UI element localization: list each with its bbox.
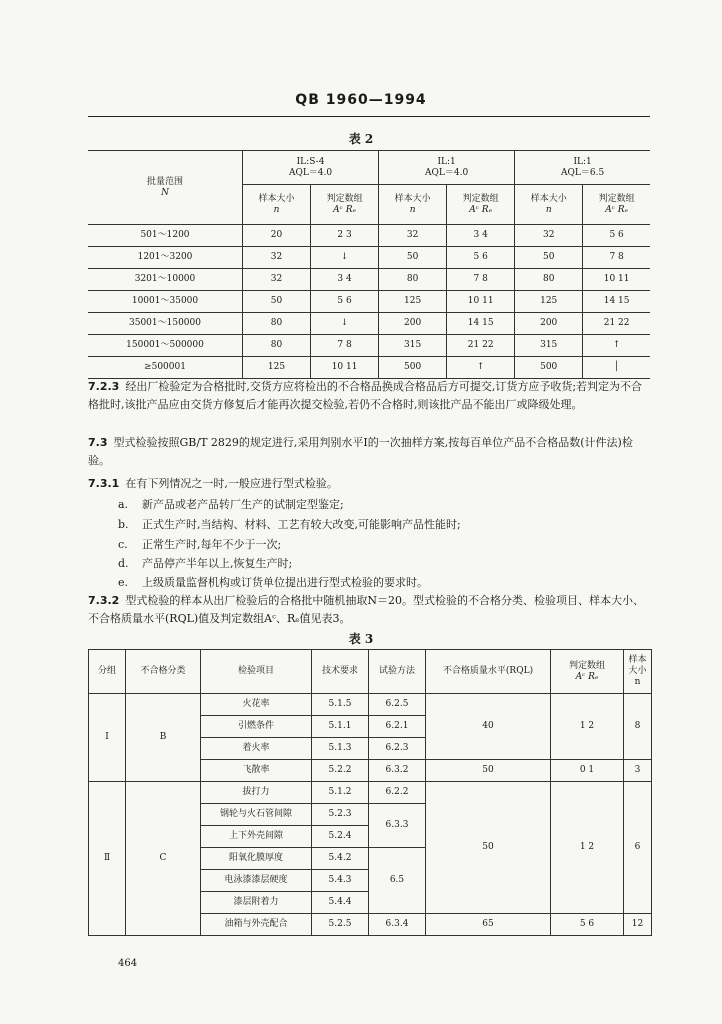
- t2-group3-aql: AQL＝6.5: [561, 167, 605, 178]
- t3-req: 5.1.2: [312, 782, 369, 804]
- t3-req: 5.1.5: [312, 694, 369, 716]
- section-number: 7.3.1: [88, 477, 120, 490]
- list-item-text: 正常生产时,每年不少于一次;: [142, 538, 282, 551]
- t3-method: 6.3.2: [369, 760, 426, 782]
- t3-sample: 12: [624, 914, 652, 936]
- t2-cell: 32: [515, 225, 583, 247]
- t3-judge: 1 2: [551, 782, 624, 914]
- t2-cell: 2 3: [311, 225, 379, 247]
- t3-item: 火花率: [201, 694, 312, 716]
- t2-cell: ↓: [311, 313, 379, 335]
- t2-sample-header-1: [243, 185, 311, 225]
- t3-req: 5.4.4: [312, 892, 369, 914]
- t3-method: 6.2.3: [369, 738, 426, 760]
- t3-item: 引燃条件: [201, 716, 312, 738]
- t2-range: 35001～150000: [88, 313, 243, 335]
- t3-req: 5.4.3: [312, 870, 369, 892]
- t3-rql: 65: [426, 914, 551, 936]
- t2-cell: ↑: [447, 357, 515, 379]
- t2-judge-label: 判定数组: [462, 193, 499, 204]
- section-number: 7.3.2: [88, 594, 120, 607]
- table-row: [88, 357, 650, 379]
- list-item-text: 正式生产时,当结构、材料、工艺有较大改变,可能影响产品性能时;: [142, 518, 461, 531]
- t2-cell: ↓: [311, 247, 379, 269]
- t3-method: 6.2.2: [369, 782, 426, 804]
- t2-range: 1201～3200: [88, 247, 243, 269]
- section-7-3: [88, 434, 650, 470]
- table-row: [88, 247, 650, 269]
- t2-judge-sym: Aᶜ Rₑ: [469, 204, 493, 215]
- t2-sample-label: 样本大小: [394, 193, 431, 204]
- table-row: [88, 313, 650, 335]
- t2-cell: 32: [243, 247, 311, 269]
- t2-cell: 7 8: [583, 247, 650, 269]
- t2-group2-aql: AQL＝4.0: [425, 167, 469, 178]
- list-item: [118, 555, 648, 573]
- t3-req: 5.4.2: [312, 848, 369, 870]
- t3-item: 阳氧化膜厚度: [201, 848, 312, 870]
- list-item-text: 上级质量监督机构或订货单位提出进行型式检验的要求时。: [142, 576, 428, 589]
- t2-group3-header: [515, 151, 650, 185]
- t3-req: 5.1.3: [312, 738, 369, 760]
- section-number: 7.3: [88, 436, 108, 449]
- t2-sample-label: 样本大小: [258, 193, 295, 204]
- t3-judge: 0 1: [551, 760, 624, 782]
- table2-caption: 表 2: [348, 132, 374, 146]
- section-text: 型式检验按照GB/T 2829的规定进行,采用判别水平Ⅰ的一次抽样方案,按每百单位产品不合格品数(计件法)检验。: [88, 436, 633, 467]
- t2-cell: 80: [243, 313, 311, 335]
- t2-group1-header: [243, 151, 379, 185]
- t3-item: 拔打力: [201, 782, 312, 804]
- t2-range: 501～1200: [88, 225, 243, 247]
- t3-class-b: B: [126, 694, 201, 782]
- table-row: [88, 335, 650, 357]
- t3-item: 上下外壳间隙: [201, 826, 312, 848]
- t2-cell: 200: [515, 313, 583, 335]
- section-text: 型式检验的样本从出厂检验后的合格批中随机抽取N＝20。型式检验的不合格分类、检验项目、样本大小、不合格质量水平(RQL)值及判定数组Aᶜ、Rₑ值见表3。: [88, 594, 644, 625]
- t3-method: 6.2.1: [369, 716, 426, 738]
- t3-header-judge: [551, 650, 624, 694]
- t2-cell: 80: [515, 269, 583, 291]
- t3-req: 5.2.2: [312, 760, 369, 782]
- table3: [88, 649, 652, 936]
- t3-req: 5.2.5: [312, 914, 369, 936]
- t2-cell: 14 15: [583, 291, 650, 313]
- t3-method: 6.5: [369, 848, 426, 914]
- t3-header-sample: 样本大小 n: [624, 650, 652, 694]
- table-row: [89, 782, 652, 804]
- list-item-label: b.: [118, 518, 129, 531]
- t3-header-item: 检验项目: [201, 650, 312, 694]
- t3-item: 漆层附着力: [201, 892, 312, 914]
- t2-range: 3201～10000: [88, 269, 243, 291]
- section-7-3-2: [88, 592, 650, 628]
- t2-cell: 20: [243, 225, 311, 247]
- t2-batch-label: 批量范围: [146, 176, 183, 187]
- t3-header-rql: 不合格质量水平(RQL): [426, 650, 551, 694]
- t3-item: 油箱与外壳配合: [201, 914, 312, 936]
- t2-judge-label: 判定数组: [326, 193, 363, 204]
- table-row: [88, 269, 650, 291]
- t3-header-method: 试验方法: [369, 650, 426, 694]
- header-rule: [88, 116, 650, 117]
- t2-batch-header: [88, 151, 243, 225]
- t2-cell: 5 6: [583, 225, 650, 247]
- list-item: [118, 574, 648, 592]
- section-text: 在有下列情况之一时,一般应进行型式检验。: [125, 477, 338, 490]
- list-item-label: a.: [118, 498, 129, 511]
- t2-range: 150001～500000: [88, 335, 243, 357]
- t2-cell: 80: [379, 269, 447, 291]
- t2-cell: 125: [243, 357, 311, 379]
- t2-cell: 21 22: [447, 335, 515, 357]
- t2-sample-sym: n: [545, 204, 552, 215]
- t2-group2-header: [379, 151, 515, 185]
- t3-item: 着火率: [201, 738, 312, 760]
- t3-req: 5.2.4: [312, 826, 369, 848]
- t2-cell: 10 11: [311, 357, 379, 379]
- t3-judge-label: 判定数组: [568, 660, 605, 671]
- t2-judge-header-3: [583, 185, 650, 225]
- t3-rql: 50: [426, 782, 551, 914]
- t2-cell: 32: [243, 269, 311, 291]
- t2-cell: 10 11: [583, 269, 650, 291]
- t3-rql: 50: [426, 760, 551, 782]
- list-item-label: d.: [118, 557, 129, 570]
- t2-cell: │: [583, 357, 650, 379]
- t2-cell: 3 4: [447, 225, 515, 247]
- list-item-text: 产品停产半年以上,恢复生产时;: [142, 557, 293, 570]
- table-row: [89, 694, 652, 716]
- t2-judge-label: 判定数组: [598, 193, 635, 204]
- list-item-text: 新产品或老产品转厂生产的试制定型鉴定;: [142, 498, 344, 511]
- table3-caption: 表 3: [348, 632, 374, 646]
- table-row: [88, 291, 650, 313]
- table2: [88, 150, 650, 379]
- t2-cell: 14 15: [447, 313, 515, 335]
- t3-judge: 5 6: [551, 914, 624, 936]
- section-7-2-3: [88, 378, 650, 414]
- t3-method: 6.3.4: [369, 914, 426, 936]
- t2-judge-header-1: [311, 185, 379, 225]
- t3-header-req: 技术要求: [312, 650, 369, 694]
- t3-item: 钢轮与火石管间隙: [201, 804, 312, 826]
- table-row: [88, 225, 650, 247]
- t2-sample-header-2: [379, 185, 447, 225]
- t2-cell: 80: [243, 335, 311, 357]
- t2-cell: 50: [379, 247, 447, 269]
- t2-cell: 125: [379, 291, 447, 313]
- t2-range: ≥500001: [88, 357, 243, 379]
- t2-group3-il: IL:1: [573, 156, 592, 167]
- t2-sample-label: 样本大小: [530, 193, 567, 204]
- t3-class-c: C: [126, 782, 201, 936]
- list-item: [118, 516, 648, 534]
- t2-cell: 10 11: [447, 291, 515, 313]
- t2-group2-il: IL:1: [437, 156, 456, 167]
- t3-item: 电泳漆漆层硬度: [201, 870, 312, 892]
- t2-cell: 32: [379, 225, 447, 247]
- t2-range: 10001～35000: [88, 291, 243, 313]
- t2-judge-header-2: [447, 185, 515, 225]
- t2-cell: 5 6: [311, 291, 379, 313]
- t3-rql: 40: [426, 694, 551, 760]
- t2-cell: 7 8: [447, 269, 515, 291]
- t3-header-class: 不合格分类: [126, 650, 201, 694]
- t2-cell: 3 4: [311, 269, 379, 291]
- t2-cell: 500: [379, 357, 447, 379]
- t3-group-2: Ⅱ: [89, 782, 126, 936]
- t3-req: 5.1.1: [312, 716, 369, 738]
- section-text: 经出厂检验定为合格批时,交货方应将检出的不合格品换成合格品后方可提交,订货方应予收货;若判定为不合格批时,该批产品应由交货方修复后才能再次提交检验,若仍不合格时,则该批产品不能出厂或降级处理。: [88, 380, 643, 411]
- t2-group1-aql: AQL＝4.0: [288, 167, 333, 178]
- t2-cell: 315: [515, 335, 583, 357]
- t3-item: 飞散率: [201, 760, 312, 782]
- section-number: 7.2.3: [88, 380, 120, 393]
- t2-judge-sym: Aᶜ Rₑ: [605, 204, 629, 215]
- t3-sample: 8: [624, 694, 652, 760]
- t2-group1-il: IL:S-4: [296, 156, 325, 167]
- t2-cell: 50: [243, 291, 311, 313]
- t3-method: 6.2.5: [369, 694, 426, 716]
- t2-cell: 21 22: [583, 313, 650, 335]
- page-number: 464: [118, 958, 138, 969]
- t2-cell: 500: [515, 357, 583, 379]
- t3-group-1: Ⅰ: [89, 694, 126, 782]
- list-item-label: c.: [118, 538, 128, 551]
- t2-sample-sym: n: [273, 204, 280, 215]
- standard-code-header: QB 1960—1994: [295, 92, 427, 108]
- t2-sample-sym: n: [409, 204, 416, 215]
- list-item: [118, 496, 648, 514]
- t2-cell: 315: [379, 335, 447, 357]
- t3-judge-sym: Aᶜ Rₑ: [575, 671, 599, 682]
- t3-method: 6.3.3: [369, 804, 426, 848]
- t2-cell: 50: [515, 247, 583, 269]
- list-item-label: e.: [118, 576, 129, 589]
- t3-req: 5.2.3: [312, 804, 369, 826]
- t2-cell: 7 8: [311, 335, 379, 357]
- t3-sample: 3: [624, 760, 652, 782]
- t2-judge-sym: Aᶜ Rₑ: [333, 204, 356, 215]
- t2-cell: 200: [379, 313, 447, 335]
- t2-cell: 5 6: [447, 247, 515, 269]
- t3-header-group: 分组: [89, 650, 126, 694]
- section-7-3-1: [88, 475, 650, 493]
- t2-batch-symbol: N: [161, 187, 169, 198]
- t2-cell: 125: [515, 291, 583, 313]
- t3-judge: 1 2: [551, 694, 624, 760]
- t3-sample: 6: [624, 782, 652, 914]
- t2-sample-header-3: [515, 185, 583, 225]
- list-item: [118, 536, 648, 554]
- t2-cell: ↑: [583, 335, 650, 357]
